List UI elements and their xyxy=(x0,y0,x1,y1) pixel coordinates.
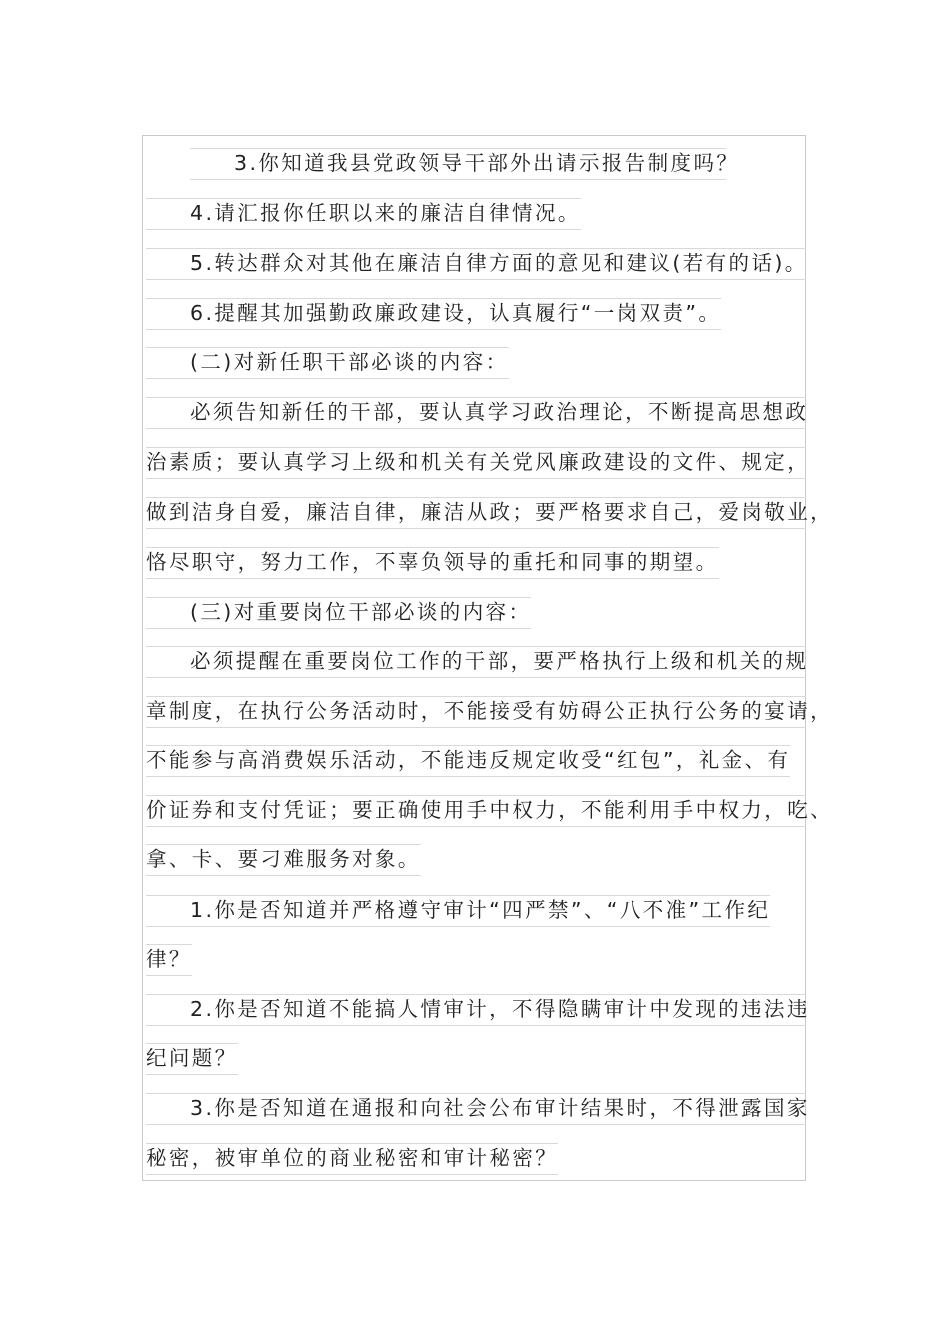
line-guide xyxy=(146,347,509,379)
line-guide xyxy=(146,1143,558,1175)
text-line: 章制度，在执行公务活动时，不能接受有妨碍公正执行公务的宴请， xyxy=(146,696,833,726)
line-guide xyxy=(146,994,806,1026)
line-guide xyxy=(146,397,806,429)
text-line: 6.提醒其加强勤政廉政建设，认真履行“一岗双责”。 xyxy=(146,298,721,328)
line-guide xyxy=(146,895,770,927)
text-line: 秘密，被审单位的商业秘密和审计秘密？ xyxy=(146,1143,558,1173)
text-line: 5.转达群众对其他在廉洁自律方面的意见和建议(若有的话)。 xyxy=(146,248,808,278)
text-line: 拿、卡、要刁难服务对象。 xyxy=(146,844,421,874)
section-heading: (二)对新任职干部必谈的内容： xyxy=(146,347,509,377)
text-line: 律？ xyxy=(146,944,192,974)
line-guide xyxy=(146,844,421,876)
line-guide xyxy=(146,597,531,629)
text-line: 必须提醒在重要岗位工作的干部，要严格执行上级和机关的规 xyxy=(146,646,808,676)
line-guide xyxy=(146,745,790,777)
line-guide xyxy=(146,547,719,579)
line-guide xyxy=(146,646,806,678)
line-guide xyxy=(146,1093,806,1125)
text-line: 3.你知道我县党政领导干部外出请示报告制度吗？ xyxy=(190,148,739,178)
line-guide xyxy=(146,248,806,280)
text-line: 治素质；要认真学习上级和机关有关党风廉政建设的文件、规定， xyxy=(146,447,810,477)
line-guide xyxy=(146,944,192,976)
text-line: 4.请汇报你任职以来的廉洁自律情况。 xyxy=(146,198,581,228)
line-guide xyxy=(146,1043,238,1075)
text-line: 恪尽职守，努力工作，不辜负领导的重托和同事的期望。 xyxy=(146,547,719,577)
text-line: 1.你是否知道并严格遵守审计“四严禁”、“八不准”工作纪 xyxy=(146,895,770,925)
text-line: 必须告知新任的干部，要认真学习政治理论，不断提高思想政 xyxy=(146,397,808,427)
text-line: 不能参与高消费娱乐活动，不能违反规定收受“红包”，礼金、有 xyxy=(146,745,790,775)
line-guide xyxy=(146,298,721,330)
text-line: 价证券和支付凭证；要正确使用手中权力，不能利用手中权力，吃、 xyxy=(146,795,833,825)
section-heading: (三)对重要岗位干部必谈的内容： xyxy=(146,597,531,627)
text-line: 做到洁身自爱，廉洁自律，廉洁从政；要严格要求自己，爱岗敬业， xyxy=(146,497,833,527)
line-guide xyxy=(146,696,806,728)
text-line: 纪问题？ xyxy=(146,1043,238,1073)
line-guide xyxy=(146,447,806,479)
text-line: 2.你是否知道不能搞人情审计，不得隐瞒审计中发现的违法违 xyxy=(146,994,810,1024)
line-guide xyxy=(146,198,581,230)
text-line: 3.你是否知道在通报和向社会公布审计结果时，不得泄露国家 xyxy=(146,1093,810,1123)
line-guide xyxy=(146,497,806,529)
line-guide xyxy=(146,795,806,827)
